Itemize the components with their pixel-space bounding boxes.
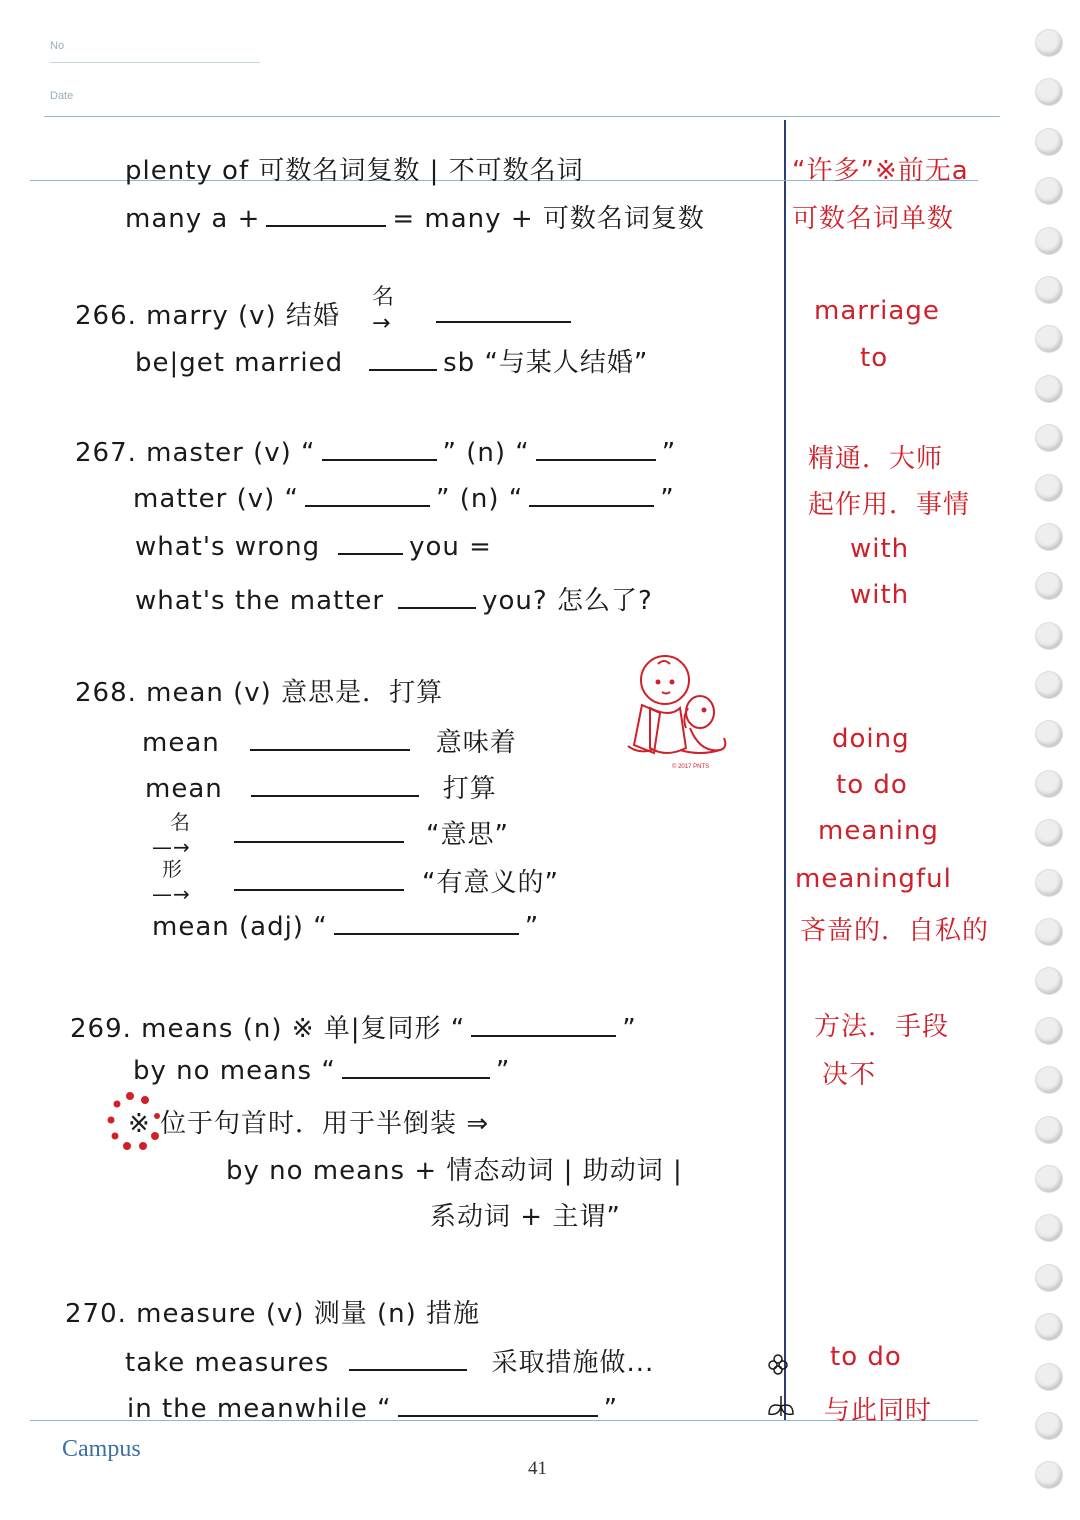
entry-270-take-measures: take measures 采取措施做... xyxy=(125,1348,655,1378)
answer-meaningful: meaningful xyxy=(795,864,952,894)
snoopy-charlie-brown-sticker xyxy=(620,650,745,775)
flower-doodle-icon xyxy=(766,1352,790,1376)
binding-holes xyxy=(1036,30,1066,1512)
entry-269-note: ※ 位于句首时．用于半倒装 ⇒ xyxy=(128,1109,490,1139)
entry-269-structure-1: by no means + 情态动词 | 助动词 | xyxy=(226,1156,683,1186)
date-label: Date xyxy=(50,90,74,102)
entry-267-matter: matter (v) “ ” (n) “ ” xyxy=(133,484,675,514)
answer-mean-doing: doing xyxy=(832,724,910,754)
answer-mean-to-do: to do xyxy=(836,770,908,800)
entry-270-title: 270. measure (v) 测量 (n) 措施 xyxy=(65,1299,481,1329)
entry-268-mean-1: mean 意味着 xyxy=(142,728,517,758)
entry-268-title: 268. mean (v) 意思是．打算 xyxy=(75,678,444,708)
plenty-of-line: plenty of 可数名词复数 | 不可数名词 xyxy=(125,156,584,186)
sticker-caption: © 2017 PNTS xyxy=(672,764,710,770)
answer-plenty: “许多”※前无a xyxy=(792,156,969,186)
answer-mean-adj: 吝啬的．自私的 xyxy=(800,916,990,946)
entry-268-noun-arrow: 名 —→ xyxy=(152,810,191,859)
answer-take-measures: to do xyxy=(830,1342,902,1372)
entry-268-adj-arrow: 形 —→ xyxy=(152,857,191,906)
entry-266-title: 266. marry (v) 结婚 xyxy=(75,301,340,331)
answer-matter-with: with xyxy=(850,580,910,610)
entry-269-structure-2: 系动词 + 主谓” xyxy=(430,1202,621,1232)
entry-269-title: 269. means (n) ※ 单|复同形 “ ” xyxy=(70,1014,637,1044)
entry-267-master: 267. master (v) “ ” (n) “ ” xyxy=(75,438,677,468)
entry-267-whats-matter: what's the matter you? 怎么了? xyxy=(135,586,653,616)
answer-means: 方法．手段 xyxy=(814,1012,950,1042)
top-rule xyxy=(44,116,1000,117)
page-number: 41 xyxy=(528,1458,547,1479)
campus-brand-logo: Campus xyxy=(62,1436,141,1462)
no-label: No xyxy=(50,40,65,52)
entry-268-mean-2: mean 打算 xyxy=(145,774,497,804)
leaf-doodle-icon xyxy=(766,1392,796,1418)
entry-266-noun-arrow: 名 → xyxy=(372,285,396,336)
answer-margin-line xyxy=(784,120,786,1420)
answer-meaning: meaning xyxy=(818,816,939,846)
entry-266-get-married: be|get married sb “与某人结婚” xyxy=(135,348,649,378)
entry-268-mean-adj: mean (adj) “ ” xyxy=(152,912,540,942)
answer-by-no-means: 决不 xyxy=(822,1060,877,1090)
entry-268-adj-blank: “有意义的” xyxy=(228,862,559,899)
entry-269-by-no-means: by no means “ ” xyxy=(133,1056,511,1086)
answer-master: 精通．大师 xyxy=(808,444,944,474)
answer-matter: 起作用．事情 xyxy=(808,490,971,520)
entry-268-noun-blank: “意思” xyxy=(228,814,509,851)
answer-marriage: marriage xyxy=(814,296,940,326)
answer-married-to: to xyxy=(860,343,889,373)
answer-meanwhile: 与此同时 xyxy=(824,1396,933,1426)
no-rule xyxy=(50,62,260,63)
answer-many-a: 可数名词单数 xyxy=(792,204,955,234)
answer-wrong-with: with xyxy=(850,534,910,564)
many-a-line: many a + = many + 可数名词复数 xyxy=(125,204,705,234)
entry-266-blank xyxy=(430,300,577,330)
entry-270-meanwhile: in the meanwhile “ ” xyxy=(127,1394,619,1424)
entry-267-whats-wrong: what's wrong you = xyxy=(135,532,492,562)
